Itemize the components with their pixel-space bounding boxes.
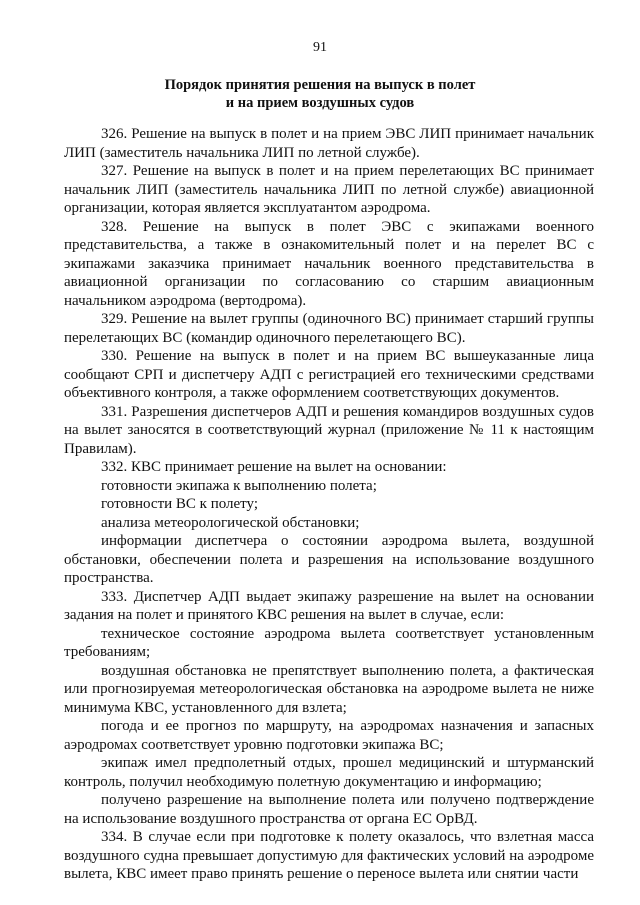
list-item-route-weather: погода и ее прогноз по маршруту, на аэродромах назначения и запасных аэродромах соответствует уровню подготовки экипажа ВС; <box>64 718 594 753</box>
list-item-flight-permission: получено разрешение на выполнение полета или получено подтверждение на использование воздушного пространства от органа ЕС ОрВД. <box>64 792 594 827</box>
page-number: 91 <box>313 40 327 55</box>
document-body <box>64 125 594 884</box>
paragraph-328: 328. Решение на выпуск в полет ЭВС с экипажами военного представительства, а также в ознакомительный полет и на перелет ВС с экипажами заказчика принимает начальник военного представительства в авиационной организации по согласованию со старшим авиационным начальником аэродрома (вертодрома). <box>64 218 594 309</box>
paragraph-329: 329. Решение на вылет группы (одиночного ВС) принимает старший группы перелетающих ВС (командир одиночного перелетающего ВС). <box>64 311 594 346</box>
paragraph-332: 332. КВС принимает решение на вылет на основании: <box>101 459 447 475</box>
heading-line-2: и на прием воздушных судов <box>225 95 415 111</box>
paragraph-327: 327. Решение на выпуск в полет и на прием перелетающих ВС принимает начальник ЛИП (заместитель начальника ЛИП по летной службе) авиационной организации, которая является эксплуатантом аэродрома. <box>64 163 594 216</box>
list-item-weather-analysis: анализа метеорологической обстановки; <box>101 514 360 531</box>
paragraph-330: 330. Решение на выпуск в полет и на прием ВС вышеуказанные лица сообщают СРП и диспетчеру АДП с регистрацией его техническими средствами объективного контроля, а также оформлением соответствующих документов. <box>64 348 594 401</box>
list-item-crew-rest: экипаж имел предполетный отдых, прошел медицинский и штурманский контроль, получил необходимую полетную документацию и информацию; <box>64 755 594 790</box>
list-item-aerodrome-condition: техническое состояние аэродрома вылета соответствует установленным требованиям; <box>64 625 594 660</box>
heading-line-1: Порядок принятия решения на выпуск в полет <box>164 77 476 93</box>
list-item-crew-readiness: готовности экипажа к выполнению полета; <box>101 477 377 494</box>
list-item-air-situation: воздушная обстановка не препятствует выполнению полета, а фактическая или прогнозируемая метеорологическая обстановка на аэродроме вылета не ниже минимума КВС, установленного для взлета; <box>64 662 594 716</box>
list-item-dispatcher-info: информации диспетчера о состоянии аэродрома вылета, воздушной обстановки, обеспечении полета и разрешения на использование воздушного пространства. <box>64 533 594 586</box>
paragraph-334: 334. В случае если при подготовке к полету оказалось, что взлетная масса воздушного судна превышает допустимую для фактических условий на аэродроме вылета, КВС имеет право принять решение о переносе вылета или снятии части <box>64 829 594 882</box>
list-item-aircraft-readiness: готовности ВС к полету; <box>101 496 259 512</box>
paragraph-326: 326. Решение на выпуск в полет и на прием ЭВС ЛИП принимает начальник ЛИП (заместитель начальника ЛИП по летной службе). <box>64 126 594 161</box>
paragraph-333: 333. Диспетчер АДП выдает экипажу разрешение на вылет на основании задания на полет и принятого КВС решения на вылет в случае, если: <box>64 588 594 623</box>
section-heading <box>0 76 640 112</box>
paragraph-331: 331. Разрешения диспетчеров АДП и решения командиров воздушных судов на вылет заносятся в соответствующий журнал (приложение № 11 к настоящим Правилам). <box>64 403 594 457</box>
